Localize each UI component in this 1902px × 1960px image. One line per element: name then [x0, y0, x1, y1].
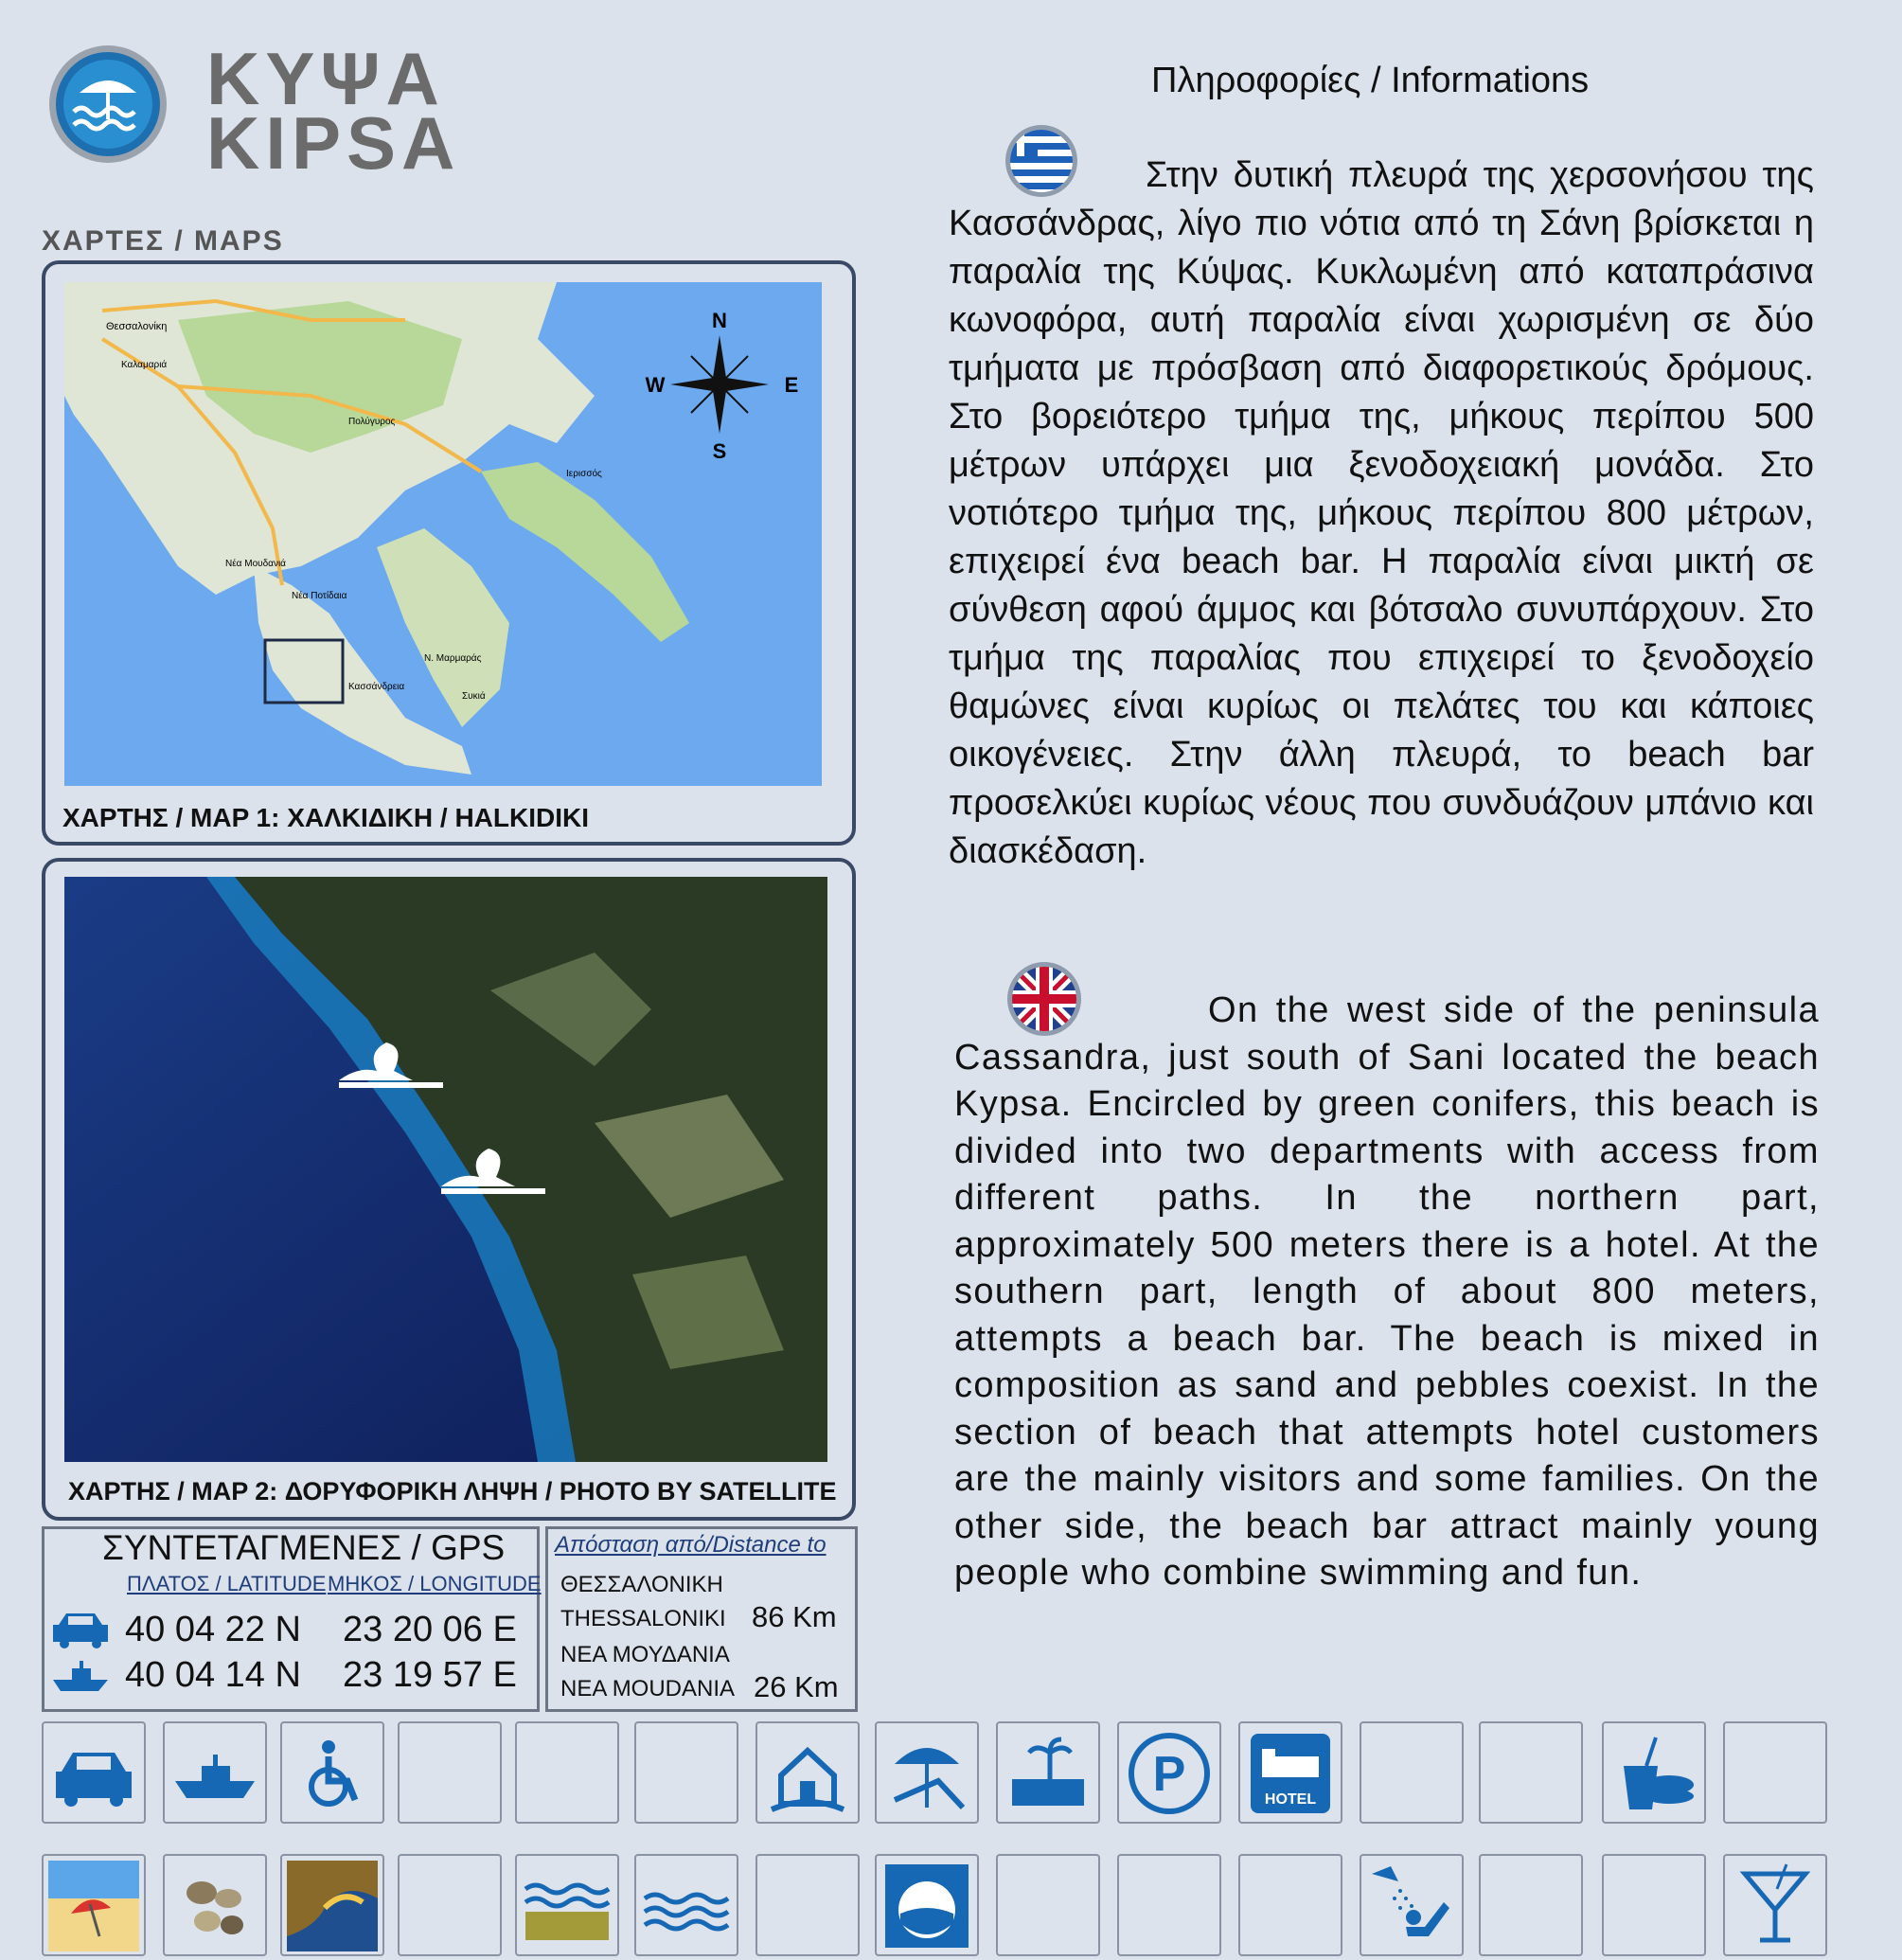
car-access-icon [42, 1721, 146, 1824]
car-latitude: 40 04 22 N [125, 1610, 301, 1649]
greek-description: Στην δυτική πλευρά της χερσονήσου της Κασσάνδρας, λίγο πιο νότια από τη Σάνη βρίσκεται η παραλία της Κύψας. Κυκλωμένη από καταπράσινα κωνοφόρα, αυτή παραλία είναι χωρισμένη σε δύο τμήματα με πρόσβαση από διαφορετικούς δρόμους. Στο βορειότερο τμήμα της, μήκους περίπου 500 μέτρων υπάρχει μια ξενοδοχειακή μονάδα. Στο νοτιότερο τμήμα της, μήκους περίπου 800 μέτρων, επιχειρεί ένα beach bar. Η παραλία είναι μικτή σε σύνθεση αφού άμμος και βότσαλο συνυπάρχουν. Στο τμήμα της παραλίας που επιχειρεί το ξενοδοχείο θαμώνες είναι κυρίως οι πελάτες του και κάποιες οικογένειες. Στην άλλη πλευρά, το beach bar προσελκύει κυρίως νέους που συνδυάζουν μπάνιο και διασκέδαση. [949, 155, 1814, 871]
car-longitude: 23 20 06 E [343, 1610, 517, 1649]
empty-tile [1723, 1721, 1827, 1824]
empty-tile [1602, 1854, 1706, 1956]
map2-caption: ΧΑΡΤΗΣ / MAP 2: ΔΟΡΥΦΟΡΙΚΗ ΛΗΨΗ / PHOTO BY SATELLITE [68, 1477, 837, 1506]
empty-tile [755, 1854, 860, 1956]
map1-caption: ΧΑΡΤΗΣ / MAP 1: ΧΑΛΚΙΔΙΚΗ / HALKIDIKI [62, 803, 590, 832]
distance-moudania-latin: NEA MOUDANIA [560, 1676, 736, 1702]
title-latin: KIPSA [206, 101, 461, 185]
compass-north: N [712, 309, 727, 332]
accommodation-house-icon [755, 1721, 860, 1824]
gps-title: ΣΥΝΤΕΤΑΓΜΕΝΕΣ / GPS [102, 1528, 506, 1567]
boat-access-icon [163, 1721, 267, 1824]
map-label: Ν. Μαρμαράς [424, 653, 482, 664]
halkidiki-road-map[interactable] [64, 282, 822, 786]
satellite-photo[interactable] [64, 877, 827, 1462]
map-label: Συκιά [462, 691, 486, 702]
empty-tile [996, 1854, 1100, 1956]
distance-moudania-km: 26 Km [754, 1670, 839, 1703]
distance-moudania-greek: ΝΕΑ ΜΟΥΔΑΝΙΑ [560, 1642, 730, 1667]
empty-tile [515, 1721, 619, 1824]
compass-south: S [712, 439, 727, 463]
longitude-header: ΜΗΚΟΣ / LONGITUDE [328, 1572, 542, 1595]
distance-title: Απόσταση από/Distance to [555, 1532, 827, 1558]
boat-icon [51, 1659, 110, 1693]
title-greek: ΚΥΨΑ [206, 37, 445, 120]
car-icon [51, 1610, 110, 1649]
distance-thessaloniki-greek: ΘΕΣΣΑΛΟΝΙΚΗ [560, 1572, 723, 1597]
boat-longitude: 23 19 57 E [343, 1655, 517, 1695]
distance-thessaloniki-km: 86 Km [752, 1600, 837, 1633]
empty-tile [1117, 1854, 1221, 1956]
pebbles-icon [163, 1854, 267, 1956]
beach-umbrella-waves-icon [47, 44, 169, 165]
wheelchair-access-icon [280, 1721, 384, 1824]
island-icon [996, 1721, 1100, 1824]
map-label: Καλαμαριά [121, 360, 168, 370]
empty-tile [1479, 1721, 1583, 1824]
map-label: Θεσσαλονίκη [106, 321, 168, 332]
cocktail-bar-icon [1723, 1854, 1827, 1956]
map-label: Κασσάνδρεια [348, 682, 405, 692]
boat-latitude: 40 04 14 N [125, 1655, 301, 1695]
empty-tile [1479, 1854, 1583, 1956]
waves-icon [634, 1854, 738, 1956]
parking-icon [1117, 1721, 1221, 1824]
empty-tile [1360, 1721, 1464, 1824]
sandy-beach-icon [42, 1854, 146, 1956]
info-heading: Πληροφορίες / Informations [1151, 61, 1590, 100]
hotel-icon [1238, 1721, 1342, 1824]
empty-tile [398, 1721, 502, 1824]
umbrella-sunbed-icon [875, 1721, 979, 1824]
maps-heading: ΧΑΡΤΕΣ / MAPS [42, 225, 284, 257]
latitude-header: ΠΛΑΤΟΣ / LATITUDE [127, 1572, 327, 1595]
map-label: Νέα Ποτίδαια [292, 591, 347, 601]
svg-text:P: P [1152, 1747, 1186, 1802]
map-label: Πολύγυρος [348, 417, 396, 427]
hotel-label: HOTEL [1264, 1791, 1317, 1808]
compass-east: E [784, 373, 799, 397]
shower-icon [1360, 1854, 1464, 1956]
empty-tile [398, 1854, 502, 1956]
cove-icon [280, 1854, 384, 1956]
english-description: On the west side of the peninsula Cassandra, just south of Sani located the beach Kypsa. Encircled by green conifers, this beach is divided into two departments with access from different paths. In the northern part, approximately 500 meters there is a hotel. At the southern part, length of about 800 meters, attempts a beach bar. The beach is mixed in composition as sand and pebbles coexist. In the section of beach that attempts hotel customers are the mainly visitors and some families. On the other side, the beach bar attract mainly young people who combine swimming and fun. [954, 990, 1820, 1593]
calm-sea-icon [515, 1854, 619, 1956]
empty-tile [1238, 1854, 1342, 1956]
distance-thessaloniki-latin: THESSALONIKI [560, 1606, 726, 1631]
map-label: Ιερισσός [566, 469, 602, 479]
food-drink-icon [1602, 1721, 1706, 1824]
map-label: Νέα Μουδανιά [225, 559, 286, 569]
blue-flag-icon [875, 1854, 979, 1956]
empty-tile [634, 1721, 738, 1824]
compass-west: W [645, 373, 666, 397]
